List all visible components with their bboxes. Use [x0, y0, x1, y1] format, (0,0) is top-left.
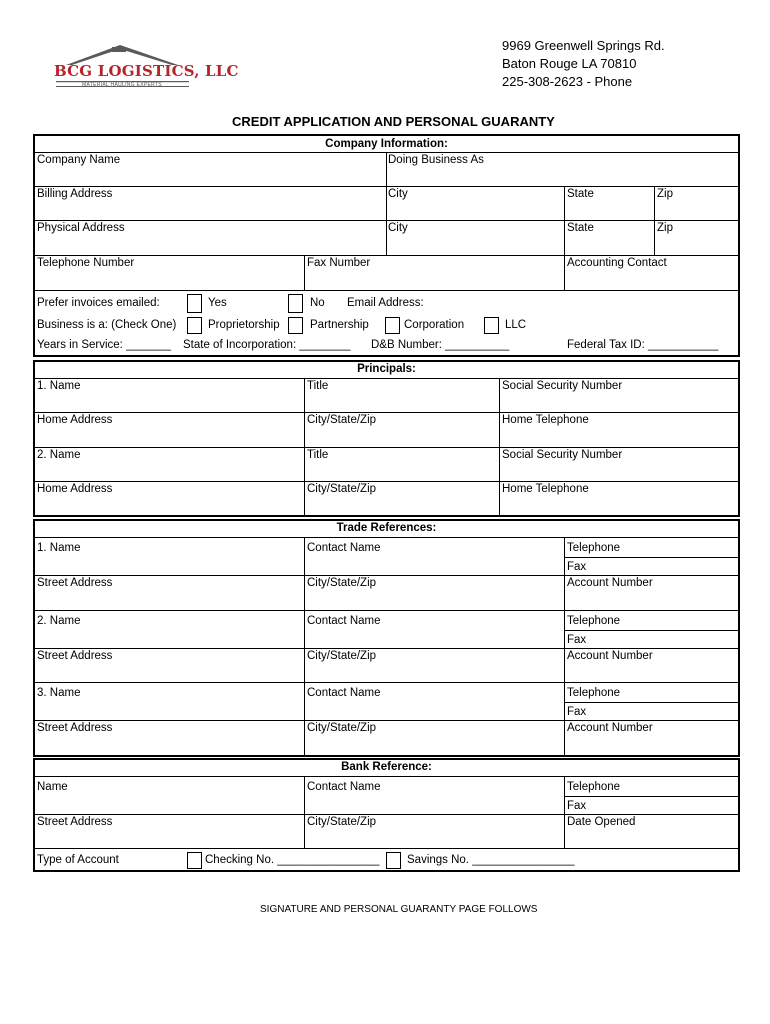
- checkbox-partnership[interactable]: [288, 317, 303, 334]
- logo-tagline: MATERIAL HAULING EXPERTS: [82, 82, 162, 88]
- label-trade1-fax: Fax: [567, 561, 587, 573]
- checkbox-llc[interactable]: [484, 317, 499, 334]
- label-trade2-name: 2. Name: [37, 615, 81, 627]
- label-trade1-telephone: Telephone: [567, 542, 621, 554]
- label-trade1-contact: Contact Name: [307, 542, 381, 554]
- footer-note: SIGNATURE AND PERSONAL GUARANTY PAGE FOLLOWS: [260, 904, 538, 915]
- label-years-in-service: Years in Service: _______: [37, 339, 171, 351]
- principals-section: [33, 360, 740, 517]
- label-trade1-name: 1. Name: [37, 542, 81, 554]
- label-principal1-title: Title: [307, 380, 329, 392]
- label-physical-address: Physical Address: [37, 222, 125, 234]
- checkbox-proprietorship[interactable]: [187, 317, 202, 334]
- label-trade3-name: 3. Name: [37, 687, 81, 699]
- label-principal1-ssn: Social Security Number: [502, 380, 623, 392]
- label-proprietorship: Proprietorship: [208, 319, 280, 331]
- label-bank-telephone: Telephone: [567, 781, 621, 793]
- label-federal-tax-id: Federal Tax ID: ___________: [567, 339, 719, 351]
- label-physical-state: State: [567, 222, 594, 234]
- label-accounting-contact: Accounting Contact: [567, 257, 667, 269]
- label-yes: Yes: [208, 297, 227, 309]
- label-billing-state: State: [567, 188, 594, 200]
- label-partnership: Partnership: [310, 319, 369, 331]
- label-no: No: [310, 297, 325, 309]
- principals-header: Principals:: [357, 363, 416, 375]
- trade-references-header: Trade References:: [336, 522, 437, 534]
- company-logo: [50, 40, 239, 92]
- label-state-of-incorporation: State of Incorporation: ________: [183, 339, 351, 351]
- label-bank-street: Street Address: [37, 816, 113, 828]
- label-billing-city: City: [388, 188, 408, 200]
- label-savings-no: Savings No. ________________: [407, 854, 575, 866]
- label-checking-no: Checking No. ________________: [205, 854, 380, 866]
- label-trade2-account: Account Number: [567, 650, 653, 662]
- label-llc: LLC: [505, 319, 527, 331]
- label-principal1-home-address: Home Address: [37, 414, 113, 426]
- label-trade2-city-state-zip: City/State/Zip: [307, 650, 377, 662]
- label-trade2-street: Street Address: [37, 650, 113, 662]
- label-bank-city-state-zip: City/State/Zip: [307, 816, 377, 828]
- label-telephone-number: Telephone Number: [37, 257, 135, 269]
- label-principal1-city-state-zip: City/State/Zip: [307, 414, 377, 426]
- label-trade1-street: Street Address: [37, 577, 113, 589]
- label-doing-business-as: Doing Business As: [388, 154, 484, 166]
- label-principal2-home-telephone: Home Telephone: [502, 483, 589, 495]
- label-fax-number: Fax Number: [307, 257, 371, 269]
- label-trade2-telephone: Telephone: [567, 615, 621, 627]
- label-bank-date-opened: Date Opened: [567, 816, 636, 828]
- label-company-name: Company Name: [37, 154, 121, 166]
- label-trade2-contact: Contact Name: [307, 615, 381, 627]
- label-physical-zip: Zip: [657, 222, 673, 234]
- checkbox-checking[interactable]: [187, 852, 202, 869]
- label-trade3-city-state-zip: City/State/Zip: [307, 722, 377, 734]
- label-physical-city: City: [388, 222, 408, 234]
- label-trade3-contact: Contact Name: [307, 687, 381, 699]
- label-principal1-home-telephone: Home Telephone: [502, 414, 589, 426]
- label-trade3-fax: Fax: [567, 706, 587, 718]
- label-principal1-name: 1. Name: [37, 380, 81, 392]
- label-dnb-number: D&B Number: __________: [371, 339, 510, 351]
- label-bank-name: Name: [37, 781, 68, 793]
- logo-name: BCG LOGISTICS, LLC: [54, 62, 239, 80]
- company-address-line2: Baton Rouge LA 70810: [502, 56, 637, 71]
- company-phone: 225-308-2623 - Phone: [502, 74, 633, 89]
- label-type-of-account: Type of Account: [37, 854, 119, 866]
- label-principal2-city-state-zip: City/State/Zip: [307, 483, 377, 495]
- company-information-header: Company Information:: [325, 138, 448, 150]
- label-trade2-fax: Fax: [567, 634, 587, 646]
- label-trade3-telephone: Telephone: [567, 687, 621, 699]
- label-trade1-city-state-zip: City/State/Zip: [307, 577, 377, 589]
- company-address-line1: 9969 Greenwell Springs Rd.: [502, 38, 665, 53]
- label-bank-fax: Fax: [567, 800, 587, 812]
- label-corporation: Corporation: [404, 319, 465, 331]
- label-principal2-ssn: Social Security Number: [502, 449, 623, 461]
- label-billing-zip: Zip: [657, 188, 673, 200]
- checkbox-invoices-yes[interactable]: [187, 294, 202, 313]
- label-principal2-name: 2. Name: [37, 449, 81, 461]
- label-trade3-street: Street Address: [37, 722, 113, 734]
- label-prefer-invoices-emailed: Prefer invoices emailed:: [37, 297, 160, 309]
- label-principal2-title: Title: [307, 449, 329, 461]
- form-title: CREDIT APPLICATION AND PERSONAL GUARANTY: [232, 114, 555, 129]
- checkbox-invoices-no[interactable]: [288, 294, 303, 313]
- label-email-address: Email Address:: [347, 297, 424, 309]
- checkbox-savings[interactable]: [386, 852, 401, 869]
- label-bank-contact: Contact Name: [307, 781, 381, 793]
- label-trade3-account: Account Number: [567, 722, 653, 734]
- label-billing-address: Billing Address: [37, 188, 113, 200]
- label-principal2-home-address: Home Address: [37, 483, 113, 495]
- label-trade1-account: Account Number: [567, 577, 653, 589]
- bank-reference-header: Bank Reference:: [341, 761, 432, 773]
- checkbox-corporation[interactable]: [385, 317, 400, 334]
- label-business-type: Business is a: (Check One): [37, 319, 177, 331]
